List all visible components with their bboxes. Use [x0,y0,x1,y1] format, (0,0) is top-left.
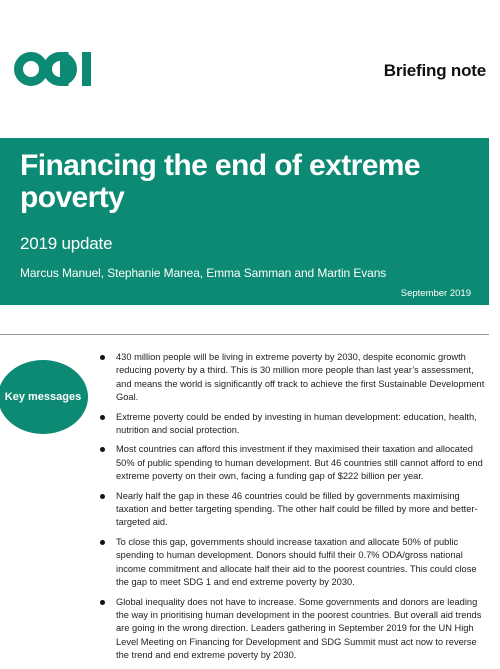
key-message-item [100,443,490,483]
key-message-text: Most countries can afford this investment if they maximised their taxation and allocated 50% of public spending to human development. But 46 countries still cannot afford to end extreme poverty on their own, facing a funding gap of $222 billion per year. [116,444,483,482]
document-title: Financing the end of extreme poverty [20,149,420,214]
bullet-icon [100,494,105,499]
title-banner [0,138,489,305]
key-messages-list [100,351,490,669]
bullet-icon [100,540,105,545]
odi-logo [14,46,100,92]
key-message-text: Nearly half the gap in these 46 countries could be filled by governments maximising taxation and better targeting spending. The other half could be filled by more and better-targeted aid. [116,490,478,528]
bullet-icon [100,600,105,605]
key-message-item [100,351,490,405]
key-message-text: Global inequality does not have to increase. Some governments and donors are leading the way in prioritising human development in the poorest countries. But overall aid trends are going in the wrong direction. Leaders gathering in September 2019 for the UN High Level Meeting on Financing for Development and SDG Summit must act now to reverse the trend and end extreme poverty by 2030. [116,596,482,661]
key-message-text: To close this gap, governments should increase taxation and allocate 50% of public spending to human development. Donors should fulfil their 0.7% ODA/gross national income commitment and allocate half their aid to the poorest countries. This could close the gap to meet SDG 1 and end extreme poverty by 2030. [116,536,477,588]
bullet-icon [100,415,105,420]
key-message-item [100,536,490,590]
bullet-icon [100,355,105,360]
document-subtitle: 2019 update [20,234,113,253]
section-divider [0,334,489,335]
author-list: Marcus Manuel, Stephanie Manea, Emma Samman and Martin Evans [20,266,387,280]
publication-date: September 2019 [400,288,471,299]
document-type-label: Briefing note [383,61,486,80]
key-message-item [100,596,490,663]
key-message-text: 430 million people will be living in extreme poverty by 2030, despite economic growth reducing poverty by a third. This is 30 million more people than last year’s assessment, and means the world is significantly off track to achieve the first Sustainable Development Goal. [116,352,485,403]
key-messages-label: Key messages [4,391,82,403]
key-message-item [100,411,490,438]
key-message-item [100,490,490,530]
key-messages-badge [0,360,88,434]
bullet-icon [100,447,105,452]
key-message-text: Extreme poverty could be ended by investing in human development: education, health, nutrition and social protection. [116,411,477,436]
